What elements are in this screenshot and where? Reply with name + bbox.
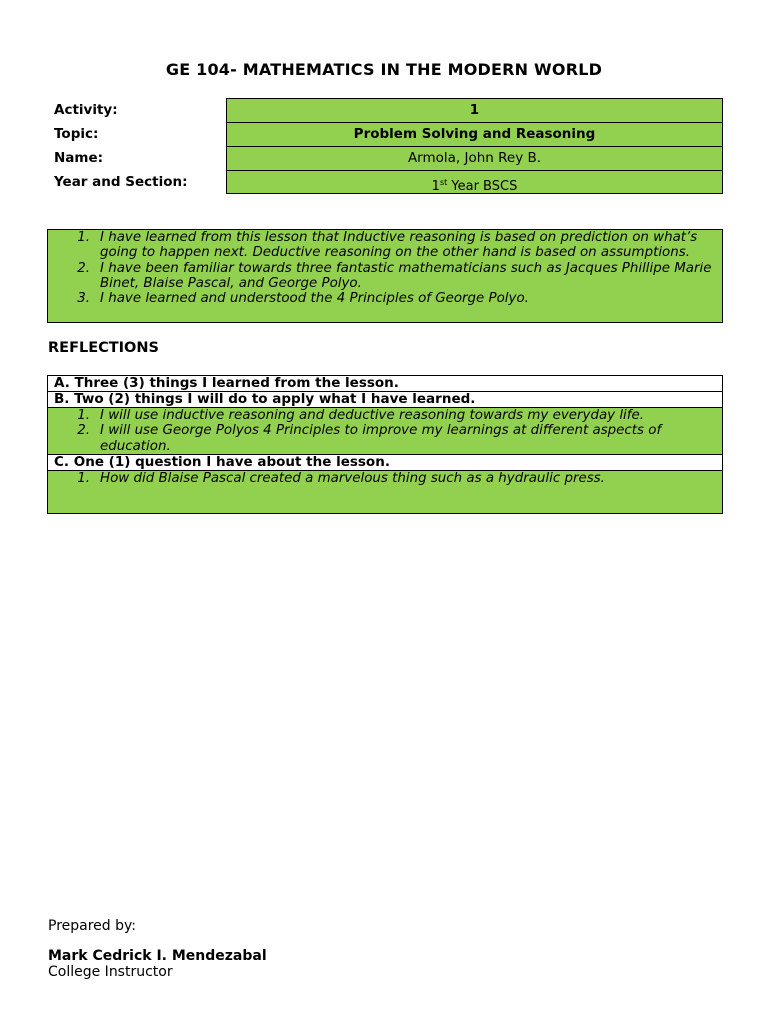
year-number: 1 bbox=[431, 179, 440, 194]
list-text: I have learned and understood the 4 Principles of George Polyo. bbox=[100, 291, 529, 307]
list-text: I will use inductive reasoning and deductive reasoning towards my everyday life. bbox=[100, 408, 644, 423]
reflection-b-header: B. Two (2) things I will do to apply what I have learned. bbox=[48, 392, 722, 408]
list-number: 1. bbox=[77, 408, 90, 423]
year-section-text: Year BSCS bbox=[447, 179, 518, 194]
name-value: Armola, John Rey B. bbox=[226, 146, 723, 170]
info-row-topic bbox=[48, 122, 723, 146]
reflection-a-header: A. Three (3) things I learned from the lesson. bbox=[48, 376, 722, 392]
year-section-label: Year and Section: bbox=[54, 174, 188, 190]
document-title: GE 104- MATHEMATICS IN THE MODERN WORLD bbox=[165, 60, 603, 79]
list-number: 2. bbox=[77, 423, 90, 439]
list-item bbox=[48, 408, 714, 423]
reflection-c-list bbox=[48, 471, 722, 486]
activity-label: Activity: bbox=[54, 102, 118, 118]
list-number: 2. bbox=[77, 260, 90, 276]
learned-points-box bbox=[47, 229, 723, 323]
list-number: 3. bbox=[77, 291, 90, 307]
list-item bbox=[48, 291, 714, 306]
reflection-c-header: C. One (1) question I have about the lesson. bbox=[48, 455, 722, 471]
list-text: I have learned from this lesson that Inductive reasoning is based on prediction on what’s going to happen next. Deductive reasoning on the other hand is based on assumptions. bbox=[100, 230, 698, 261]
instructor-name: Mark Cedrick I. Mendezabal bbox=[48, 948, 267, 964]
topic-label: Topic: bbox=[54, 126, 99, 142]
activity-info-table bbox=[48, 98, 723, 194]
reflections-heading: REFLECTIONS bbox=[48, 340, 159, 356]
list-item bbox=[48, 471, 714, 486]
info-row-name bbox=[48, 146, 723, 170]
list-item bbox=[48, 261, 714, 292]
topic-value: Problem Solving and Reasoning bbox=[226, 122, 723, 146]
reflection-b-list bbox=[48, 408, 722, 454]
list-number: 1. bbox=[77, 470, 90, 486]
list-text: I will use George Polyos 4 Principles to improve my learnings at different aspects of education. bbox=[100, 423, 662, 454]
info-row-year-section bbox=[48, 170, 723, 194]
name-label: Name: bbox=[54, 150, 104, 166]
list-number: 1. bbox=[77, 230, 90, 245]
list-text: I have been familiar towards three fantastic mathematicians such as Jacques Phillipe Marie Binet, Blaise Pascal, and George Polyo. bbox=[100, 260, 712, 291]
instructor-role: College Instructor bbox=[48, 964, 173, 980]
list-text: How did Blaise Pascal created a marvelous thing such as a hydraulic press. bbox=[100, 470, 605, 486]
year-section-value bbox=[226, 170, 723, 194]
learned-list bbox=[48, 230, 722, 306]
list-item bbox=[48, 423, 714, 454]
reflection-c-body bbox=[48, 471, 722, 513]
prepared-by-label: Prepared by: bbox=[48, 918, 136, 934]
info-row-activity bbox=[48, 98, 723, 122]
reflection-b-body bbox=[48, 408, 722, 455]
list-item bbox=[48, 230, 714, 261]
year-ordinal-suffix: st bbox=[439, 178, 448, 187]
reflections-table bbox=[47, 375, 723, 514]
activity-value: 1 bbox=[226, 98, 723, 122]
